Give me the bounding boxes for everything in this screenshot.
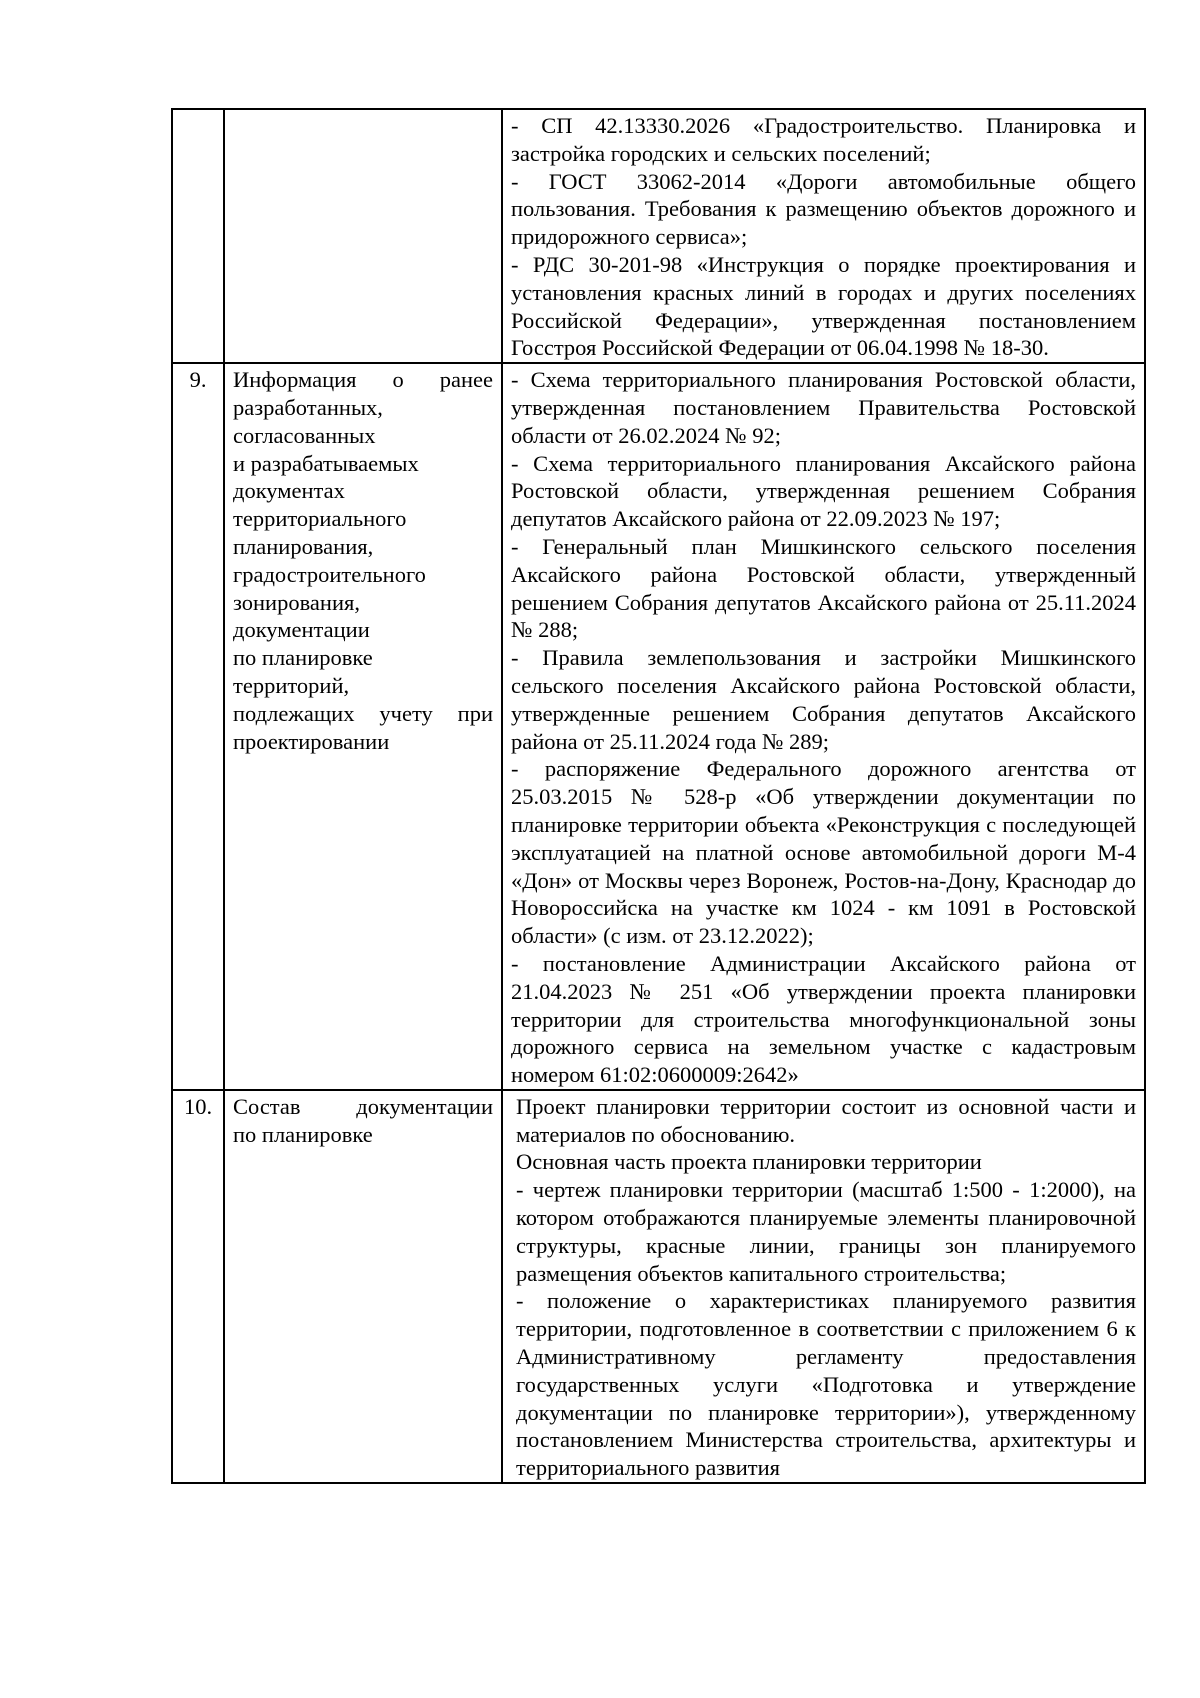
- row-label-line: документации: [233, 617, 370, 643]
- row-content: [502, 109, 1145, 363]
- row-label-line: градостроительного: [233, 561, 426, 587]
- table-row: [172, 1090, 1145, 1483]
- row-label-line: разработанных,: [233, 394, 383, 420]
- table-row: [172, 109, 1145, 363]
- row-label: [224, 1090, 502, 1483]
- list-item: - постановление Администрации Аксайского района от 21.04.2023 № 251 «Об утверждении проекта планировки территории для строительства многофункциональной зоны дорожного сервиса на земельном участке с кадастровым номером 61:02:0600009:2642»: [511, 950, 1136, 1088]
- row-label: [224, 363, 502, 1090]
- list-item: - распоряжение Федерального дорожного агентства от 25.03.2015 № 528-р «Об утверждении документации по планировке территории объекта «Реконструкция с последующей эксплуатацией на платной основе автомобильной дороги М-4 «Дон» от Москвы через Воронеж, Ростов-на-Дону, Краснодар до Новороссийска на участке км 1024 - км 1091 в Ростовской области» (с изм. от 23.12.2022);: [511, 756, 1136, 949]
- row-label-line: проектировании: [233, 728, 390, 754]
- row-label-line: по планировке: [233, 645, 373, 671]
- row-label-line: подлежащих учету при: [233, 700, 493, 726]
- row-label-line: согласованных: [233, 422, 376, 448]
- row-label-line: Информация о ранее: [233, 367, 493, 393]
- row-label-line: по планировке: [233, 1121, 373, 1147]
- list-item: - Правила землепользования и застройки Мишкинского сельского поселения Аксайского района Ростовской области, утвержденные решением Собрания депутатов Аксайского района от 25.11.2024 года № 289;: [511, 645, 1136, 754]
- list-item: - ГОСТ 33062-2014 «Дороги автомобильные общего пользования. Требования к размещению объектов дорожного и придорожного сервиса»;: [511, 168, 1136, 250]
- row-label-line: зонирования,: [233, 589, 360, 615]
- row-label-line: Состав документации: [233, 1093, 493, 1119]
- row-content: [502, 363, 1145, 1090]
- list-item: - Схема территориального планирования Аксайского района Ростовской области, утвержденная решением Собрания депутатов Аксайского района от 22.09.2023 № 197;: [511, 450, 1136, 532]
- row-number: 9.: [172, 363, 224, 1090]
- row-label-line: территориального: [233, 506, 407, 532]
- row-label: [224, 109, 502, 363]
- row-label-line: документах: [233, 478, 345, 504]
- document-page: [171, 108, 1144, 1484]
- list-item: - чертеж планировки территории (масштаб 1:500 - 1:2000), на котором отображаются планируемые элементы планировочной структуры, красные линии, границы зон планируемого размещения объектов капитального строительства;: [516, 1177, 1136, 1286]
- row-label-line: территорий,: [233, 672, 350, 698]
- list-item: - СП 42.13330.2026 «Градостроительство. Планировка и застройка городских и сельских поселений;: [511, 113, 1136, 166]
- table-row: [172, 363, 1145, 1090]
- requirements-table: [171, 108, 1146, 1484]
- list-item: - положение о характеристиках планируемого развития территории, подготовленное в соответствии с приложением 6 к Административному регламенту предоставления государственных услуги «Подготовка и утверждение документации по планировке территории»), утвержденному постановлением Министерства строительства, архитектуры и территориального развития: [516, 1288, 1136, 1481]
- list-item: - РДС 30-201-98 «Инструкция о порядке проектирования и установления красных линий в городах и других поселениях Российской Федерации», утвержденная постановлением Госстроя Российской Федерации от 06.04.1998 № 18-30.: [511, 251, 1136, 361]
- row-label-line: планирования,: [233, 533, 374, 559]
- row-number: 10.: [172, 1090, 224, 1483]
- row-label-line: и разрабатываемых: [233, 450, 419, 476]
- list-item: - Схема территориального планирования Ростовской области, утвержденная постановлением Правительства Ростовской области от 26.02.2024 № 92;: [511, 367, 1136, 448]
- list-item: - Генеральный план Мишкинского сельского поселения Аксайского района Ростовской области, утвержденный решением Собрания депутатов Аксайского района от 25.11.2024 № 288;: [511, 533, 1136, 643]
- row-number: [172, 109, 224, 363]
- list-item: Проект планировки территории состоит из основной части и материалов по обоснованию.: [516, 1093, 1136, 1147]
- row-content: [502, 1090, 1145, 1483]
- list-item: Основная часть проекта планировки территории: [516, 1149, 982, 1175]
